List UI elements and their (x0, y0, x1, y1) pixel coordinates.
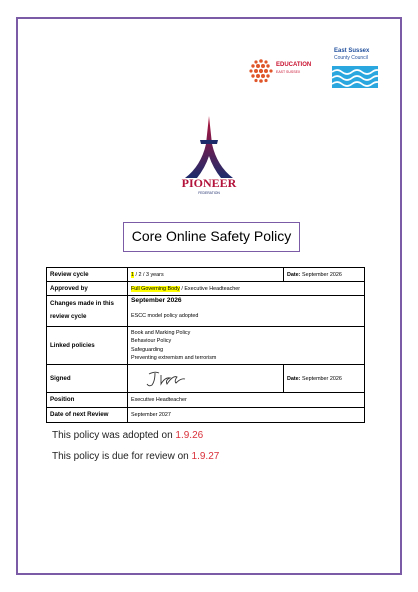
emblem-name: PIONEER (181, 176, 237, 190)
value-next-review: September 2027 (128, 408, 365, 423)
council-name-line1: East Sussex (334, 48, 370, 54)
row-review-cycle (47, 268, 365, 282)
page-title: Core Online Safety Policy (131, 228, 292, 244)
education-subtext: EAST SUSSEX (276, 70, 301, 74)
council-name-line2: County Council (334, 55, 368, 61)
signature-image (143, 369, 191, 389)
review-prefix: This policy is due for review on (52, 451, 192, 462)
review-cycle-highlight: 1 (131, 271, 134, 278)
logo-area (244, 44, 380, 92)
value-changes (128, 296, 365, 327)
value-signature (128, 365, 284, 393)
linked-policy-item: Preventing extremism and terrorism (131, 355, 217, 361)
linked-policy-item: Behaviour Policy (131, 338, 172, 344)
label-signed: Signed (47, 365, 128, 393)
education-text: EDUCATION (276, 62, 312, 68)
pioneer-emblem (167, 114, 251, 204)
adopted-date: 1.9.26 (175, 430, 204, 441)
label-approved-by: Approved by (47, 282, 128, 296)
review-date-value: September 2026 (300, 271, 342, 278)
review-line (52, 451, 219, 462)
adopted-line (52, 430, 203, 441)
label-linked-policies: Linked policies (47, 327, 128, 365)
value-position: Executive Headteacher (128, 393, 365, 408)
approved-by-highlight: Full Governing Body (131, 285, 180, 292)
signed-date (284, 365, 365, 393)
label-position: Position (47, 393, 128, 408)
linked-policy-item: Book and Marking Policy (131, 329, 191, 336)
row-approved-by (47, 282, 365, 296)
signed-date-label: Date: (287, 375, 301, 382)
label-review-cycle: Review cycle (47, 268, 128, 282)
changes-detail: ESCC model policy adopted (131, 313, 199, 319)
waves-icon (332, 66, 378, 88)
row-changes (47, 296, 365, 327)
adopted-prefix: This policy was adopted on (52, 430, 176, 441)
approved-by-rest: / Executive Headteacher (179, 285, 241, 292)
label-next-review: Date of next Review (47, 408, 128, 423)
linked-policy-item: Safeguarding (131, 346, 164, 353)
review-cycle-rest: / 2 / 3 years (134, 271, 164, 278)
review-cycle-date (284, 268, 365, 282)
row-next-review (47, 408, 365, 423)
review-date-label: Date: (287, 271, 301, 278)
row-position (47, 393, 365, 408)
east-sussex-logo (330, 44, 380, 92)
education-logo (248, 58, 324, 90)
changes-heading: September 2026 (131, 297, 182, 304)
signed-date-value: September 2026 (300, 375, 342, 382)
title-box (123, 222, 300, 252)
row-linked-policies (47, 327, 365, 365)
education-dots-icon (248, 58, 274, 84)
value-approved-by (128, 282, 365, 296)
value-review-cycle (128, 268, 284, 282)
value-linked-policies (128, 327, 365, 365)
review-date: 1.9.27 (191, 451, 220, 462)
label-changes: Changes made in this review cycle (47, 296, 128, 327)
row-signed (47, 365, 365, 393)
policy-info-table (46, 267, 365, 423)
emblem-subtitle: FEDERATION (198, 191, 220, 195)
